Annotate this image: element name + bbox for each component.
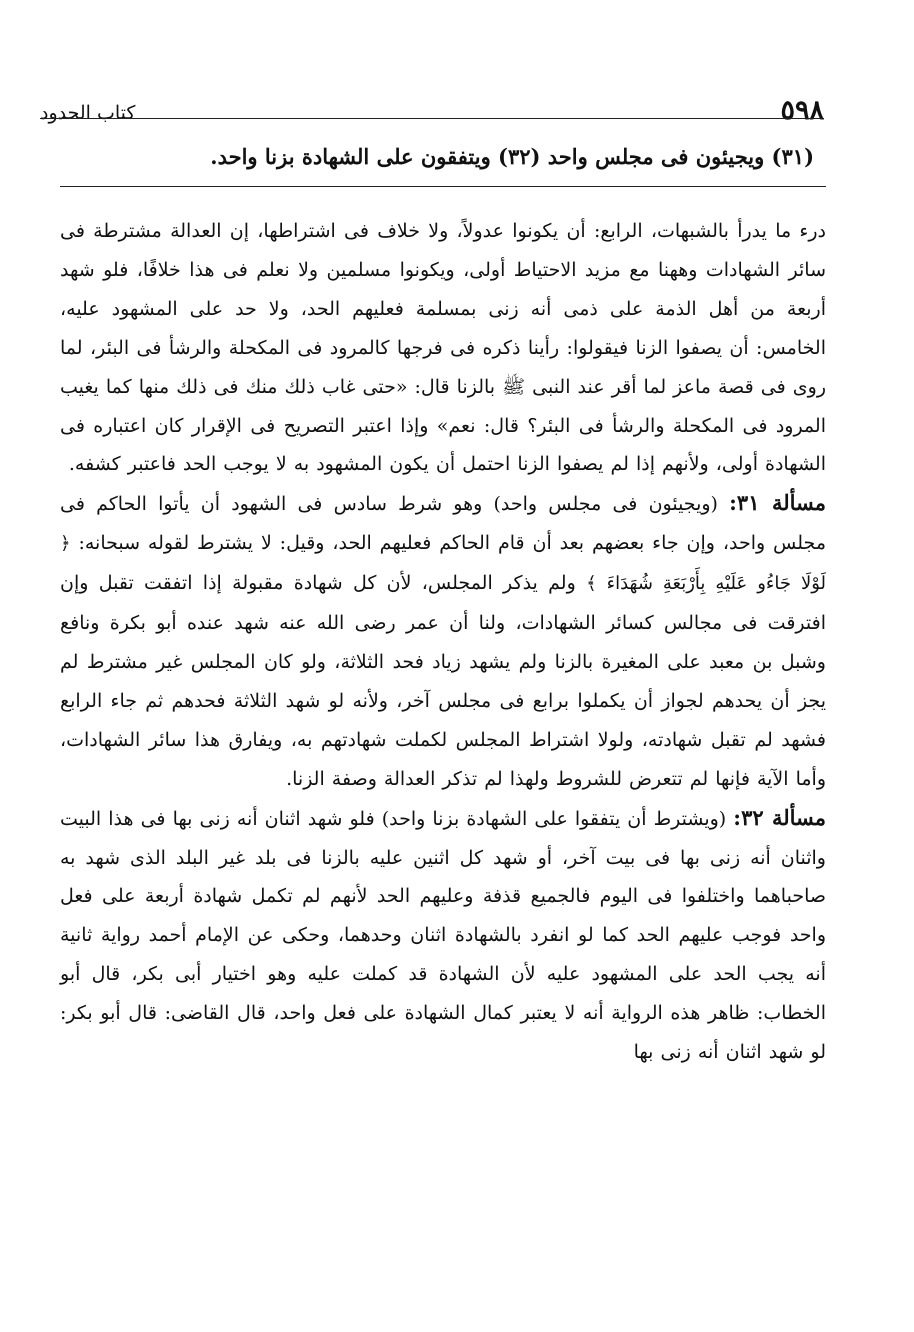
masala-32-text: (ويشترط أن يتفقوا على الشهادة بزنا واحد) فلو شهد اثنان أنه زنى بها فى هذا البيت واثنان أنه زنى بها فى بيت آخر، أو شهد كل اثنين عليه بالزنا فى بلد غير البلد الذى شهد به صاحباهما واختلفوا فى اليوم فالجميع قذفة وعليهم الحد لأنهم لم تكمل شهادة أربعة على فعل واحد فوجب عليهم الحد كما لو انفرد بالشهادة اثنان وحدهما، وحكى عن الإمام أحمد رواية ثانية أنه يجب الحد على المشهود عليه لأن الشهادة قد كملت عليه وهو اختيار أبى بكر، قال أبو الخطاب: ظاهر هذه الرواية أنه لا يعتبر كمال الشهادة على فعل واحد، قال القاضى: قال أبو بكر: لو شهد اثنان أنه زنى بها (60, 807, 826, 1064)
paragraph-masala-32 (60, 799, 826, 1072)
masala-32-label: مسألة ٣٢: (733, 804, 827, 830)
book-title: كتاب الحدود (40, 102, 136, 124)
commentary-body (60, 212, 826, 1072)
header-divider (40, 118, 824, 119)
matn-text: (٣١) ويجيئون فى مجلس واحد (٣٢) ويتفقون على الشهادة بزنا واحد. (210, 144, 814, 169)
masala-31-text-a: (ويجيئون فى مجلس واحد) وهو شرط سادس فى الشهود أن يأتوا الحاكم فى مجلس واحد، وإن جاء بعضهم بعد أن قام الحاكم فعليهم الحد، وقيل: لا يشترط لقوله سبحانه: (60, 493, 826, 555)
paragraph-masala-31 (60, 484, 826, 798)
paragraph-conditions: درء ما يدرأ بالشبهات، الرابع: أن يكونوا عدولاً، ولا خلاف فى اشتراطها، إن العدالة مشترطة فى سائر الشهادات وههنا مع مزيد الاحتياط أولى، ويكونوا مسلمين ولا نعلم فى هذا خلافًا، فلو شهد أربعة من أهل الذمة على ذمى أنه زنى بمسلمة فعليهم الحد، ولا حد على المشهود عليه، الخامس: أن يصفوا الزنا فيقولوا: رأينا ذكره فى فرجها كالمرود فى المكحلة والرشأ فى البئر، لما روى فى قصة ماعز لما أقر عند النبى ﷺ بالزنا قال: «حتى غاب ذلك منك فى ذلك منها كما يغيب المرود فى المكحلة والرشأ فى البئر؟ قال: نعم» وإذا اعتبر التصريح فى الإقرار كان اعتباره فى الشهادة أولى، ولأنهم إذا لم يصفوا الزنا احتمل أن يكون المشهود به لا يوجب الحد فاعتبر كشفه. (60, 220, 826, 476)
masala-31-text-b: ولم يذكر المجلس، لأن كل شهادة مقبولة إذا اتفقت تقبل وإن افترقت فى مجالس كسائر الشهادات، ولنا أن عمر رضى الله عنه شهد عنده أبو بكرة ونافع وشبل بن معبد على المغيرة بالزنا ولم يشهد زياد فحد الثلاثة، ولو كان المجلس غير مشترط لم يجز أن يحدهم لجواز أن يكملوا برابع فى مجلس آخر، ولأنه لو شهد الثلاثة فحدهم ثم جاء الرابع فشهد لم تقبل شهادته، ولولا اشتراط المجلس لكملت شهادتهم به، ويفارق هذا سائر الشهادات، وأما الآية فإنها لم تتعرض للشروط ولهذا لم تذكر العدالة وصفة الزنا. (60, 572, 826, 790)
page-number: ٥٩٨ (780, 95, 824, 126)
running-header (40, 96, 824, 130)
masala-31-label: مسألة ٣١: (729, 490, 826, 516)
quran-verse: ﴿ لَوْلَا جَاءُو عَلَيْهِ بِأَرْبَعَةِ شُهَدَاءَ ﴾ (60, 533, 826, 595)
matn-divider (60, 186, 826, 187)
